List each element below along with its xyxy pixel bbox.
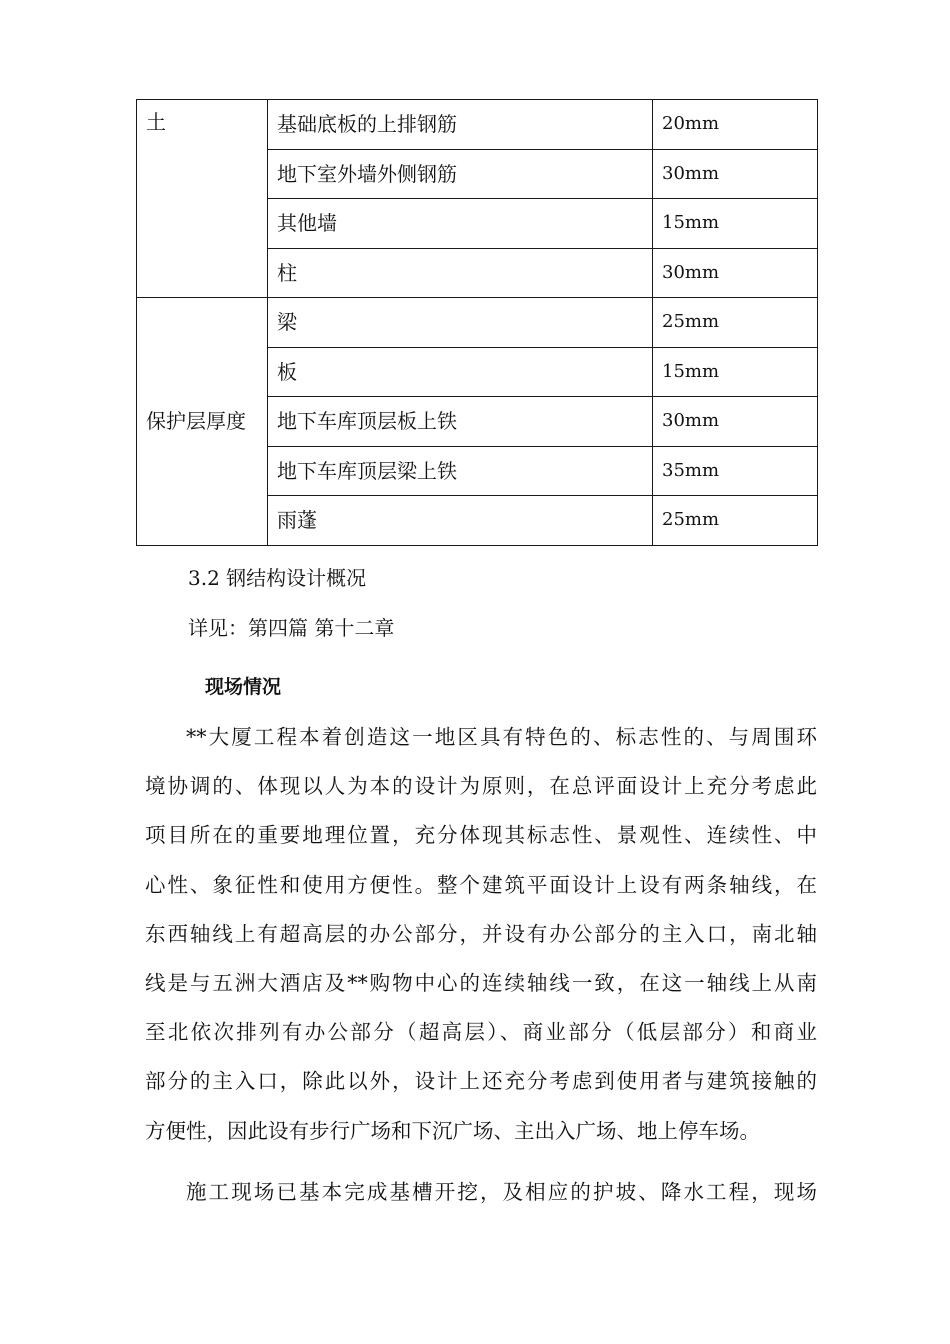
paragraph-line: 部分的主入口，除此以外，设计上还充分考虑到使用者与建筑接触的	[145, 1069, 817, 1094]
value-cell: 20mm	[653, 100, 818, 150]
value-cell: 30mm	[653, 149, 818, 199]
section-title: 3.2 钢结构设计概况	[188, 566, 367, 590]
value-cell: 15mm	[653, 347, 818, 397]
table-row	[137, 100, 818, 150]
paragraph-line: 至北依次排列有办公部分（超高层）、商业部分（低层部分）和商业	[145, 1020, 817, 1045]
site-heading: 现场情况	[205, 676, 282, 698]
paragraph-line: 心性、象征性和使用方便性。整个建筑平面设计上设有两条轴线，在	[145, 872, 817, 897]
value-cell: 35mm	[653, 446, 818, 496]
category-cell: 保护层厚度	[137, 298, 268, 546]
item-cell: 板	[268, 347, 653, 397]
item-cell: 基础底板的上排钢筋	[268, 100, 653, 150]
value-cell: 25mm	[653, 298, 818, 348]
item-cell: 地下车库顶层板上铁	[268, 397, 653, 447]
paragraph-line: 施工现场已基本完成基槽开挖，及相应的护坡、降水工程，现场	[186, 1180, 817, 1204]
item-cell: 地下室外墙外侧钢筋	[268, 149, 653, 199]
item-cell: 雨蓬	[268, 496, 653, 546]
site-paragraph-1	[145, 713, 817, 1156]
item-cell: 柱	[268, 248, 653, 298]
item-cell: 地下车库顶层梁上铁	[268, 446, 653, 496]
paragraph-line: 线是与五洲大酒店及**购物中心的连续轴线一致，在这一轴线上从南	[145, 970, 817, 995]
section-detail: 详见：第四篇 第十二章	[188, 616, 395, 640]
paragraph-line: 东西轴线上有超高层的办公部分，并设有办公部分的主入口，南北轴	[145, 921, 817, 946]
value-cell: 30mm	[653, 248, 818, 298]
value-cell: 15mm	[653, 199, 818, 249]
value-cell: 30mm	[653, 397, 818, 447]
paragraph-line: 境协调的、体现以人为本的设计为原则，在总评面设计上充分考虑此	[145, 774, 817, 799]
item-cell: 其他墙	[268, 199, 653, 249]
value-cell: 25mm	[653, 496, 818, 546]
paragraph-line: 方便性，因此设有步行广场和下沉广场、主出入广场、地上停车场。	[145, 1118, 760, 1143]
protection-layer-table	[136, 99, 818, 546]
category-cell: 土	[137, 100, 268, 298]
site-paragraph-2	[145, 1168, 817, 1217]
item-cell: 梁	[268, 298, 653, 348]
paragraph-line: **大厦工程本着创造这一地区具有特色的、标志性的、与周围环	[186, 725, 817, 749]
paragraph-line: 项目所在的重要地理位置，充分体现其标志性、景观性、连续性、中	[145, 823, 817, 848]
table-row	[137, 298, 818, 348]
